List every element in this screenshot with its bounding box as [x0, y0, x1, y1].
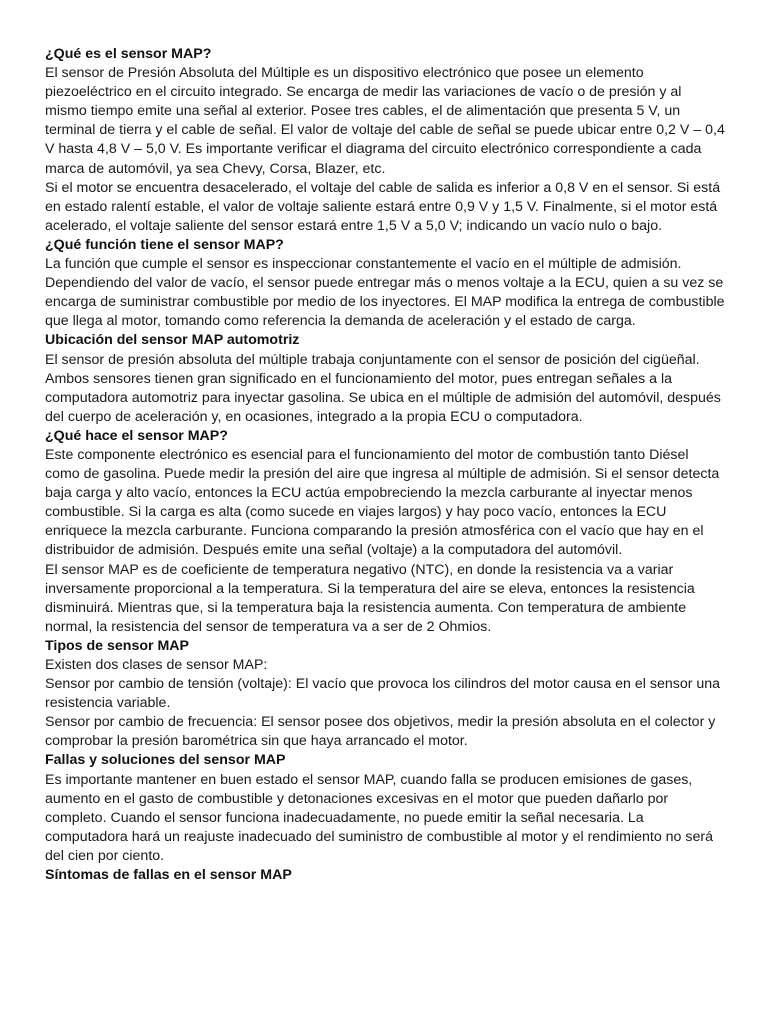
- paragraph: Este componente electrónico es esencial para el funcionamiento del motor de combustión tanto Diésel como de gasolina. Puede medir la presión del aire que ingresa al múltiple de admisión. Si el sensor detecta baja carga y alto vacío, entonces la ECU actúa empobreciendo la mezcla carburante al inyectar menos combustible. Si la carga es alta (como sucede en viajes largos) y hay poco vacío, entonces la ECU enriquece la mezcla carburante. Funciona comparando la presión atmosférica con el vacío que hay en el distribuidor de admisión. Después emite una señal (voltaje) a la computadora del automóvil.: [45, 446, 720, 559]
- paragraph: El sensor de Presión Absoluta del Múltiple es un dispositivo electrónico que posee un elemento piezoeléctrico en el circuito integrado. Se encarga de medir las variaciones de vacío o de presión y al mismo tiempo emite una señal al exterior. Posee tres cables, el de alimentación que presenta 5 V, un terminal de tierra y el cable de señal. El valor de voltaje del cable de señal se puede ubicar entre 0,2 V – 0,4 V hasta 4,8 V – 5,0 V. Es importante verificar el diagrama del circuito electrónico correspondiente a cada marca de automóvil, ya sea Chevy, Corsa, Blazer, etc.: [45, 65, 725, 177]
- section-heading-tipos: Tipos de sensor MAP: [45, 637, 190, 654]
- section-heading-que-es: ¿Qué es el sensor MAP?: [45, 46, 212, 62]
- paragraph: Sensor por cambio de frecuencia: El sensor posee dos objetivos, medir la presión absoluta en el colector y comprobar la presión barométrica sin que haya arrancado el motor.: [45, 714, 716, 750]
- section-heading-que-hace: ¿Qué hace el sensor MAP?: [45, 427, 228, 444]
- paragraph: La función que cumple el sensor es inspeccionar constantemente el vacío en el múltiple de admisión. Dependiendo del valor de vacío, el sensor puede entregar más o menos voltaje a la ECU, quien a su vez se encarga de suministrar combustible por medio de los inyectores. El MAP modifica la entrega de combustible que llega al motor, tomando como referencia la demanda de aceleración y el estado de carga.: [45, 256, 725, 330]
- section-heading-sintomas: Síntomas de fallas en el sensor MAP: [45, 867, 292, 884]
- section-heading-ubicacion: Ubicación del sensor MAP automotriz: [45, 332, 300, 349]
- document-page: [45, 45, 725, 885]
- paragraph: El sensor MAP es de coeficiente de temperatura negativo (NTC), en donde la resistencia va a variar inversamente proporcional a la temperatura. Si la temperatura del aire se eleva, entonces la resistencia disminuirá. Mientras que, si la temperatura baja la resistencia aumenta. Con temperatura de ambiente normal, la resistencia del sensor de temperatura va a ser de 2 Ohmios.: [45, 561, 695, 635]
- paragraph: El sensor de presión absoluta del múltiple trabaja conjuntamente con el sensor de posición del cigüeñal. Ambos sensores tienen gran significado en el funcionamiento del motor, pues entregan señales a la computadora automotriz para inyectar gasolina. Se ubica en el múltiple de admisión del automóvil, después del cuerpo de aceleración y, en ocasiones, integrado a la propia ECU o computadora.: [45, 351, 721, 425]
- section-heading-fallas: Fallas y soluciones del sensor MAP: [45, 752, 286, 769]
- paragraph: Es importante mantener en buen estado el sensor MAP, cuando falla se producen emisiones de gases, aumento en el gasto de combustible y detonaciones excesivas en el motor que pueden dañarlo por completo. Cuando el sensor funciona inadecuadamente, no puede emitir la señal necesaria. La computadora hará un reajuste inadecuado del suministro de combustible al motor y el rendimiento no será del cien por ciento.: [45, 771, 713, 864]
- paragraph: Si el motor se encuentra desacelerado, el voltaje del cable de salida es inferior a 0,8 V en el sensor. Si está en estado ralentí estable, el valor de voltaje saliente estará entre 0,9 V y 1,5 V. Finalmente, si el motor está acelerado, el voltaje saliente del sensor estará entre 1,5 V a 5,0 V; indicando un vacío nulo o bajo.: [45, 179, 721, 234]
- paragraph: Sensor por cambio de tensión (voltaje): El vacío que provoca los cilindros del motor causa en el sensor una resistencia variable.: [45, 676, 721, 712]
- section-heading-funcion: ¿Qué función tiene el sensor MAP?: [45, 236, 284, 253]
- paragraph: Existen dos clases de sensor MAP:: [45, 657, 268, 673]
